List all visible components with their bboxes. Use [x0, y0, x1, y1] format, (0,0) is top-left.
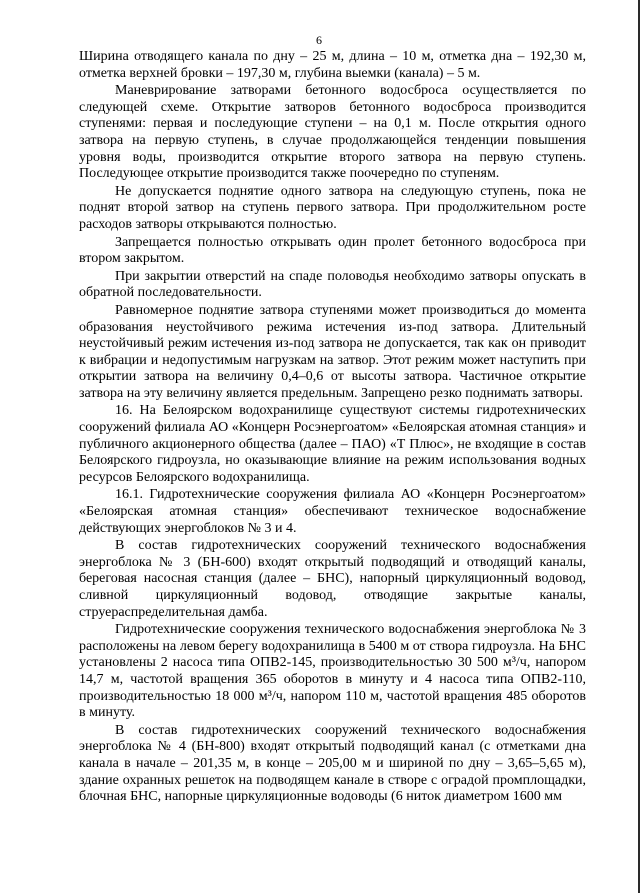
document-body — [79, 49, 586, 807]
paragraph: 16. На Белоярском водохранилище существуют системы гидротехнических сооружений филиала АО «Концерн Росэнергоатом» «Белоярская атомная станция» и публичного акционерного общества (далее – ПАО) «Т Плюс», не входящие в состав Белоярского гидроузла, но оказывающие влияние на режим использования водных ресурсов Белоярского водохранилища. — [79, 403, 586, 485]
paragraph: Ширина отводящего канала по дну – 25 м, длина – 10 м, отметка дна – 192,30 м, отметка верхней бровки – 197,30 м, глубина выемки (канала) – 5 м. — [79, 49, 586, 81]
paragraph: Маневрирование затворами бетонного водосброса осуществляется по следующей схеме. Открытие затворов бетонного водосброса производится ступенями: первая и последующие ступени – на 0,1 м. После открытия одного затвора на первую ступень, в случае продолжающейся тенденции повышения уровня воды, производится открытие второго затвора на первую ступень. Последующее открытие производится также поочередно по ступеням. — [79, 83, 586, 182]
paragraph: При закрытии отверстий на спаде половодья необходимо затворы опускать в обратной последовательности. — [79, 268, 586, 301]
paragraph: Запрещается полностью открывать один пролет бетонного водосброса при втором закрытом. — [79, 234, 586, 267]
paragraph: 16.1. Гидротехнические сооружения филиала АО «Концерн Росэнергоатом» «Белоярская атомная станция» обеспечивают техническое водоснабжение действующих энергоблоков № 3 и 4. — [79, 487, 586, 536]
page-number: 6 — [316, 33, 322, 47]
paragraph: В состав гидротехнических сооружений технического водоснабжения энергоблока № 4 (БН-800) входят открытый подводящий канал (с отметками дна канала в начале – 201,35 м, в конце – 205,00 м и шириной по дну – 3,65–5,65 м), здание охранных решеток на подводящем канале в створе с оградой промплощадки, блочная БНС, напорные циркуляционные водоводы (6 ниток диаметром 1600 мм — [79, 722, 586, 805]
paragraph: Гидротехнические сооружения технического водоснабжения энергоблока № 3 расположены на левом берегу водохранилища в 5400 м от створа гидроузла. На БНС установлены 2 насоса типа ОПВ2-145, производительностью 30 500 м³/ч, напором 14,7 м, частотой вращения 365 оборотов в минуту и 4 насоса типа ОПВ2-110, производительностью 18 000 м³/ч, напором 110 м, частотой вращения 485 оборотов в минуту. — [79, 622, 586, 721]
paragraph: Не допускается поднятие одного затвора на следующую ступень, пока не поднят второй затвор на ступень первого затвора. При продолжительном росте расходов затворы открываются полностью. — [79, 183, 586, 232]
paragraph: Равномерное поднятие затвора ступенями может производиться до момента образования неустойчивого режима истечения из-под затвора. Длительный неустойчивый режим истечения из-под затвора не допускается, так как он приводит к вибрации и недопустимым нагрузкам на затвор. Этот режим может наступить при открытии затвора на величину 0,4–0,6 от высоты затвора. Частичное открытие затвора на эту величину является предельным. Запрещено резко поднимать затворы. — [79, 302, 586, 401]
paragraph: В состав гидротехнических сооружений технического водоснабжения энергоблока № 3 (БН-600) входят открытый подводящий и отводящий каналы, береговая насосная станция (далее – БНС), напорный циркуляционный водовод, сливной циркуляционный водовод, отводящие закрытые каналы, струераспределительная дамба. — [79, 538, 586, 620]
